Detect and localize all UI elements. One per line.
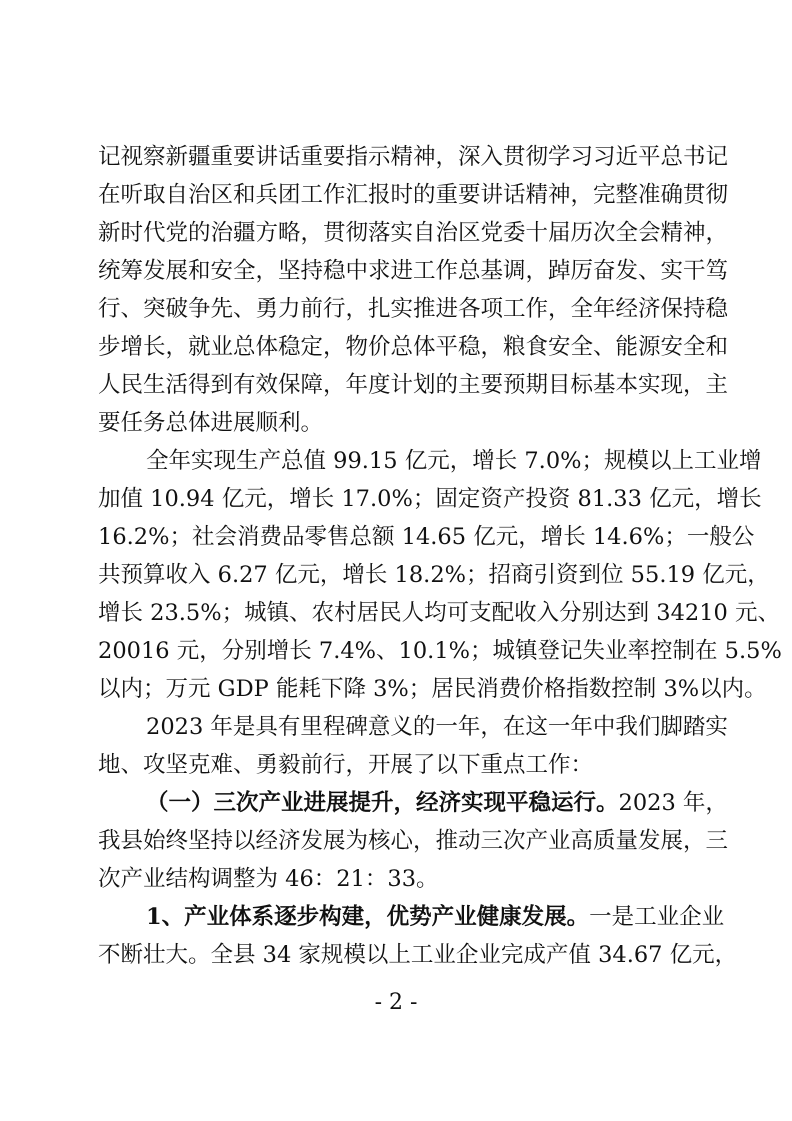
text-line: 新时代党的治疆方略，贯彻落实自治区党委十届历次全会精神， bbox=[98, 220, 729, 246]
text-line: 全年实现生产总值 99.15 亿元，增长 7.0%；规模以上工业增 bbox=[146, 448, 762, 474]
subsection-heading: 1、产业体系逐步构建，优势产业健康发展。 bbox=[146, 904, 590, 930]
text-line: 以内；万元 GDP 能耗下降 3%；居民消费价格指数控制 3%以内。 bbox=[98, 676, 767, 702]
text-line: 20016 元，分别增长 7.4%、10.1%；城镇登记失业率控制在 5.5% bbox=[98, 638, 782, 664]
section-heading-line bbox=[146, 784, 728, 822]
text-line: 共预算收入 6.27 亿元，增长 18.2%；招商引资到位 55.19 亿元， bbox=[98, 562, 770, 588]
heading-continuation: 2023 年， bbox=[618, 790, 728, 816]
text-line: 16.2%；社会消费品零售总额 14.65 亿元，增长 14.6%；一般公 bbox=[98, 524, 755, 550]
heading-continuation: 一是工业企业 bbox=[589, 904, 725, 930]
text-line: 要任务总体进展顺利。 bbox=[98, 410, 324, 436]
text-line: 地、攻坚克难、勇毅前行，开展了以下重点工作： bbox=[98, 752, 594, 778]
text-line: 行、突破争先、勇力前行，扎实推进各项工作，全年经济保持稳 bbox=[98, 296, 729, 322]
text-line: 统筹发展和安全，坚持稳中求进工作总基调，踔厉奋发、实干笃 bbox=[98, 258, 729, 284]
text-line: 记视察新疆重要讲话重要指示精神，深入贯彻学习习近平总书记 bbox=[98, 144, 729, 170]
text-line: 步增长，就业总体稳定，物价总体平稳，粮食安全、能源安全和 bbox=[98, 334, 729, 360]
page-number: - 2 - bbox=[374, 990, 418, 1015]
subsection-heading-line bbox=[146, 898, 725, 936]
text-line: 人民生活得到有效保障，年度计划的主要预期目标基本实现，主 bbox=[98, 372, 729, 398]
text-line: 我县始终坚持以经济发展为核心，推动三次产业高质量发展，三 bbox=[98, 828, 729, 854]
text-line: 在听取自治区和兵团工作汇报时的重要讲话精神，完整准确贯彻 bbox=[98, 182, 729, 208]
text-line: 增长 23.5%；城镇、农村居民人均可支配收入分别达到 34210 元、 bbox=[98, 600, 781, 626]
text-line: 不断壮大。全县 34 家规模以上工业企业完成产值 34.67 亿元， bbox=[98, 942, 738, 968]
section-heading: （一）三次产业进展提升，经济实现平稳运行。 bbox=[146, 790, 619, 816]
text-line: 次产业结构调整为 46：21：33。 bbox=[98, 866, 439, 892]
text-line: 加值 10.94 亿元，增长 17.0%；固定资产投资 81.33 亿元，增长 bbox=[98, 486, 762, 512]
text-line: 2023 年是具有里程碑意义的一年，在这一年中我们脚踏实 bbox=[146, 714, 728, 740]
